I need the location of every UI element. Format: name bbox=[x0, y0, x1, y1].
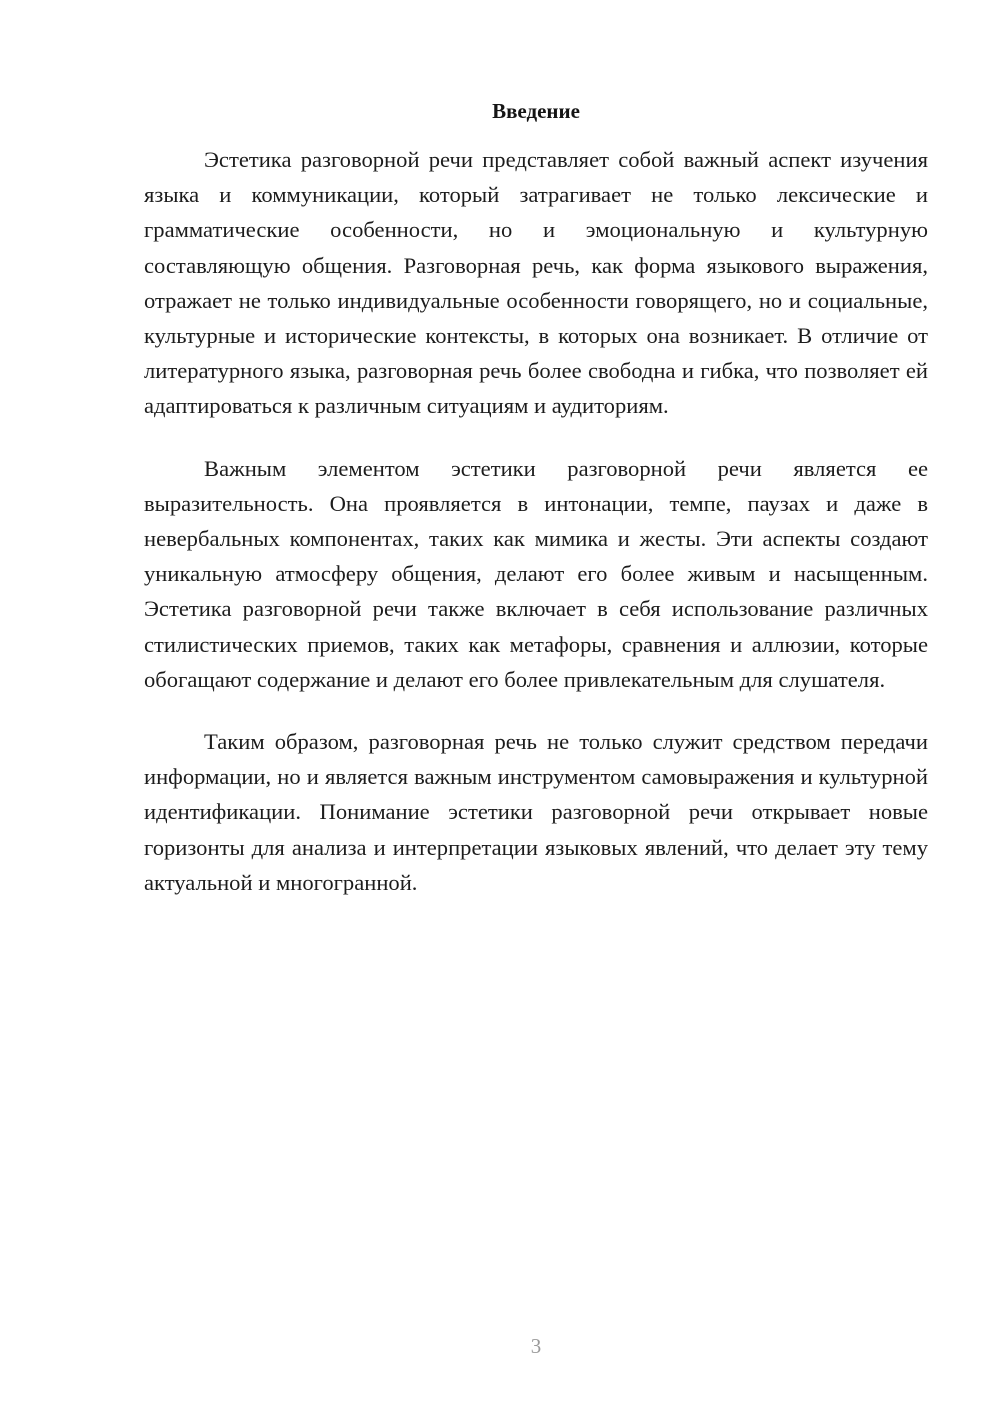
paragraph-3: Таким образом, разговорная речь не только служит средством передачи информации, но и является важным инструментом самовыражения и культурной идентификации. Понимание эстетики разговорной речи открывает новые горизонты для анализа и интерпретации языковых явлений, что делает эту тему актуальной и многогранной. bbox=[144, 729, 928, 895]
page-number: 3 bbox=[530, 1334, 542, 1358]
section-title: Введение bbox=[492, 99, 580, 123]
paragraph-1: Эстетика разговорной речи представляет собой важный аспект изучения языка и коммуникации, который затрагивает не только лексические и грамматические особенности, но и эмоциональную и культурную составляющую общения. Разговорная речь, как форма языкового выражения, отражает не только индивидуальные особенности говорящего, но и социальные, культурные и исторические контексты, в которых она возникает. В отличие от литературного языка, разговорная речь более свободна и гибка, что позволяет ей адаптироваться к различным ситуациям и аудиториям. bbox=[144, 147, 928, 419]
body-text bbox=[144, 142, 928, 900]
paragraph-2: Важным элементом эстетики разговорной речи является ее выразительность. Она проявляется в интонации, темпе, паузах и даже в невербальных компонентах, таких как мимика и жесты. Эти аспекты создают уникальную атмосферу общения, делают его более живым и насыщенным. Эстетика разговорной речи также включает в себя использование различных стилистических приемов, таких как метафоры, сравнения и аллюзии, которые обогащают содержание и делают его более привлекательным для слушателя. bbox=[144, 455, 928, 692]
